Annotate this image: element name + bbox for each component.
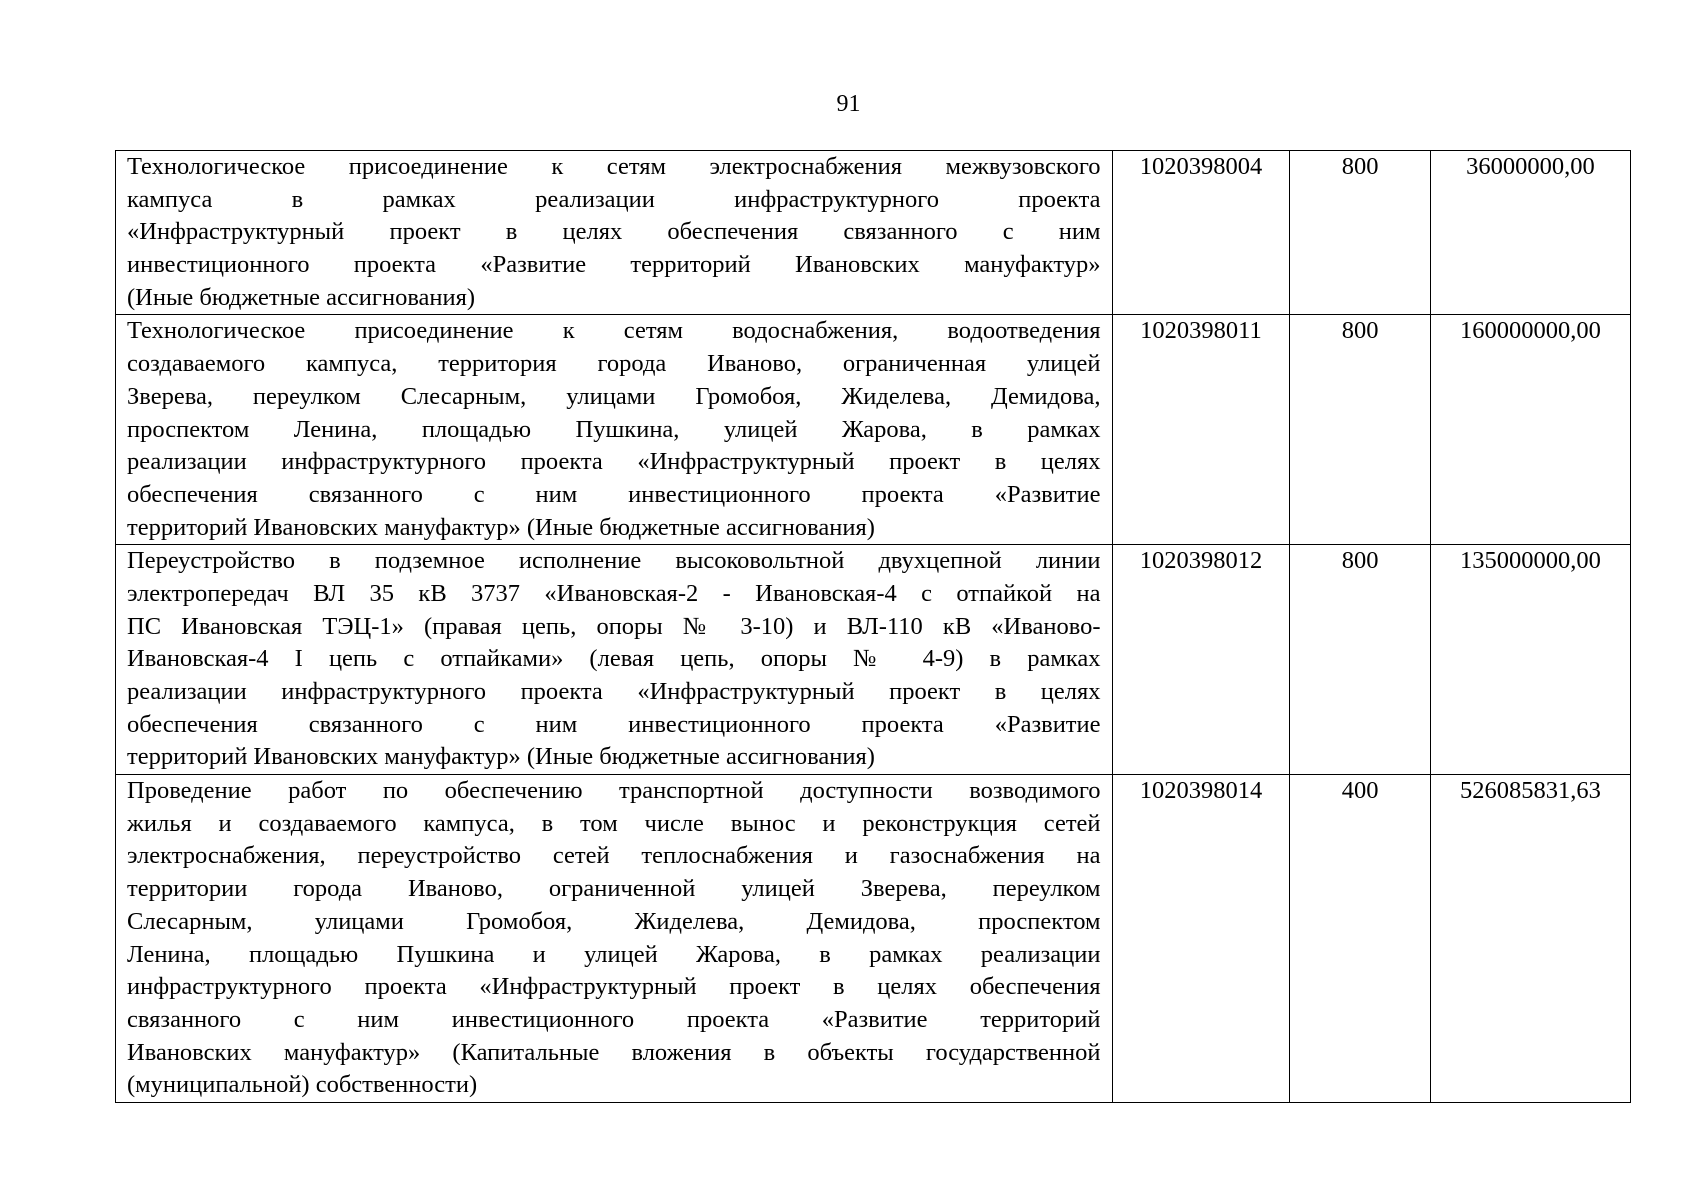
row-description <box>116 151 1113 315</box>
description-line: Технологическое присоединение к сетям электроснабжения межвузовского <box>127 153 1101 180</box>
row-amount: 526085831,63 <box>1430 775 1630 1103</box>
row-expense-type: 400 <box>1290 775 1430 1103</box>
row-amount: 36000000,00 <box>1430 151 1630 315</box>
description-line: связанного с ним инвестиционного проекта «Развитие территорий <box>127 1005 1101 1033</box>
budget-table <box>115 150 1631 1103</box>
description-line: реализации инфраструктурного проекта «Инфраструктурный проект в целях <box>127 678 1101 705</box>
description-line: Слесарным, улицами Громобоя, Жиделева, Демидова, проспектом <box>127 907 1101 935</box>
description-line: территории города Иваново, ограниченной улицей Зверева, переулком <box>127 875 1101 903</box>
table-row <box>116 315 1631 545</box>
description-line: электроснабжения, переустройство сетей теплоснабжения и газоснабжения на <box>127 842 1101 870</box>
description-line: жилья и создаваемого кампуса, в том числе вынос и реконструкция сетей <box>127 809 1101 837</box>
row-code: 1020398004 <box>1112 151 1290 315</box>
description-line: проспектом Ленина, площадью Пушкина, улицей Жарова, в рамках <box>127 415 1101 443</box>
description-line: Зверева, переулком Слесарным, улицами Громобоя, Жиделева, Демидова, <box>127 382 1101 410</box>
description-line: Технологическое присоединение к сетям водоснабжения, водоотведения <box>127 317 1101 345</box>
description-line: территорий Ивановских мануфактур» (Иные бюджетные ассигнования) <box>127 513 875 541</box>
row-description <box>116 315 1113 545</box>
row-code: 1020398014 <box>1112 775 1290 1103</box>
row-amount: 160000000,00 <box>1430 315 1630 545</box>
description-line: Ивановская-4 I цепь с отпайками» (левая цепь, опоры № 4-9) в рамках <box>127 645 1101 673</box>
description-line: Ивановских мануфактур» (Капитальные вложения в объекты государственной <box>127 1038 1101 1066</box>
description-line: (муниципальной) собственности) <box>127 1071 478 1099</box>
description-line: электропередач ВЛ 35 кВ 3737 «Ивановская-2 - Ивановская-4 с отпайкой на <box>127 579 1101 607</box>
row-description <box>116 545 1113 775</box>
row-code: 1020398011 <box>1112 315 1290 545</box>
description-line: создаваемого кампуса, территория города Иваново, ограниченная улицей <box>127 350 1101 378</box>
table-row <box>116 151 1631 315</box>
page-number: 91 <box>836 91 861 117</box>
description-line: реализации инфраструктурного проекта «Инфраструктурный проект в целях <box>127 448 1101 476</box>
row-description <box>116 775 1113 1103</box>
description-line: ПС Ивановская ТЭЦ-1» (правая цепь, опоры № 3-10) и ВЛ-110 кВ «Иваново- <box>127 612 1101 640</box>
description-line: территорий Ивановских мануфактур» (Иные бюджетные ассигнования) <box>127 743 875 771</box>
description-line: Ленина, площадью Пушкина и улицей Жарова, в рамках реализации <box>127 940 1101 968</box>
description-line: обеспечения связанного с ним инвестиционного проекта «Развитие <box>127 710 1101 738</box>
row-code: 1020398012 <box>1112 545 1290 775</box>
description-line: обеспечения связанного с ним инвестиционного проекта «Развитие <box>127 480 1101 508</box>
description-line: кампуса в рамках реализации инфраструктурного проекта <box>127 185 1101 213</box>
table-row <box>116 775 1631 1103</box>
description-line: Переустройство в подземное исполнение высоковольтной двухцепной линии <box>127 547 1101 575</box>
description-line: Проведение работ по обеспечению транспортной доступности возводимого <box>127 777 1101 805</box>
table-row <box>116 545 1631 775</box>
description-line: (Иные бюджетные ассигнования) <box>127 283 476 311</box>
description-line: «Инфраструктурный проект в целях обеспечения связанного с ним <box>127 218 1101 246</box>
description-line: инвестиционного проекта «Развитие территорий Ивановских мануфактур» <box>127 251 1101 279</box>
row-amount: 135000000,00 <box>1430 545 1630 775</box>
row-expense-type: 800 <box>1290 545 1430 775</box>
description-line: инфраструктурного проекта «Инфраструктурный проект в целях обеспечения <box>127 973 1101 1001</box>
row-expense-type: 800 <box>1290 151 1430 315</box>
row-expense-type: 800 <box>1290 315 1430 545</box>
